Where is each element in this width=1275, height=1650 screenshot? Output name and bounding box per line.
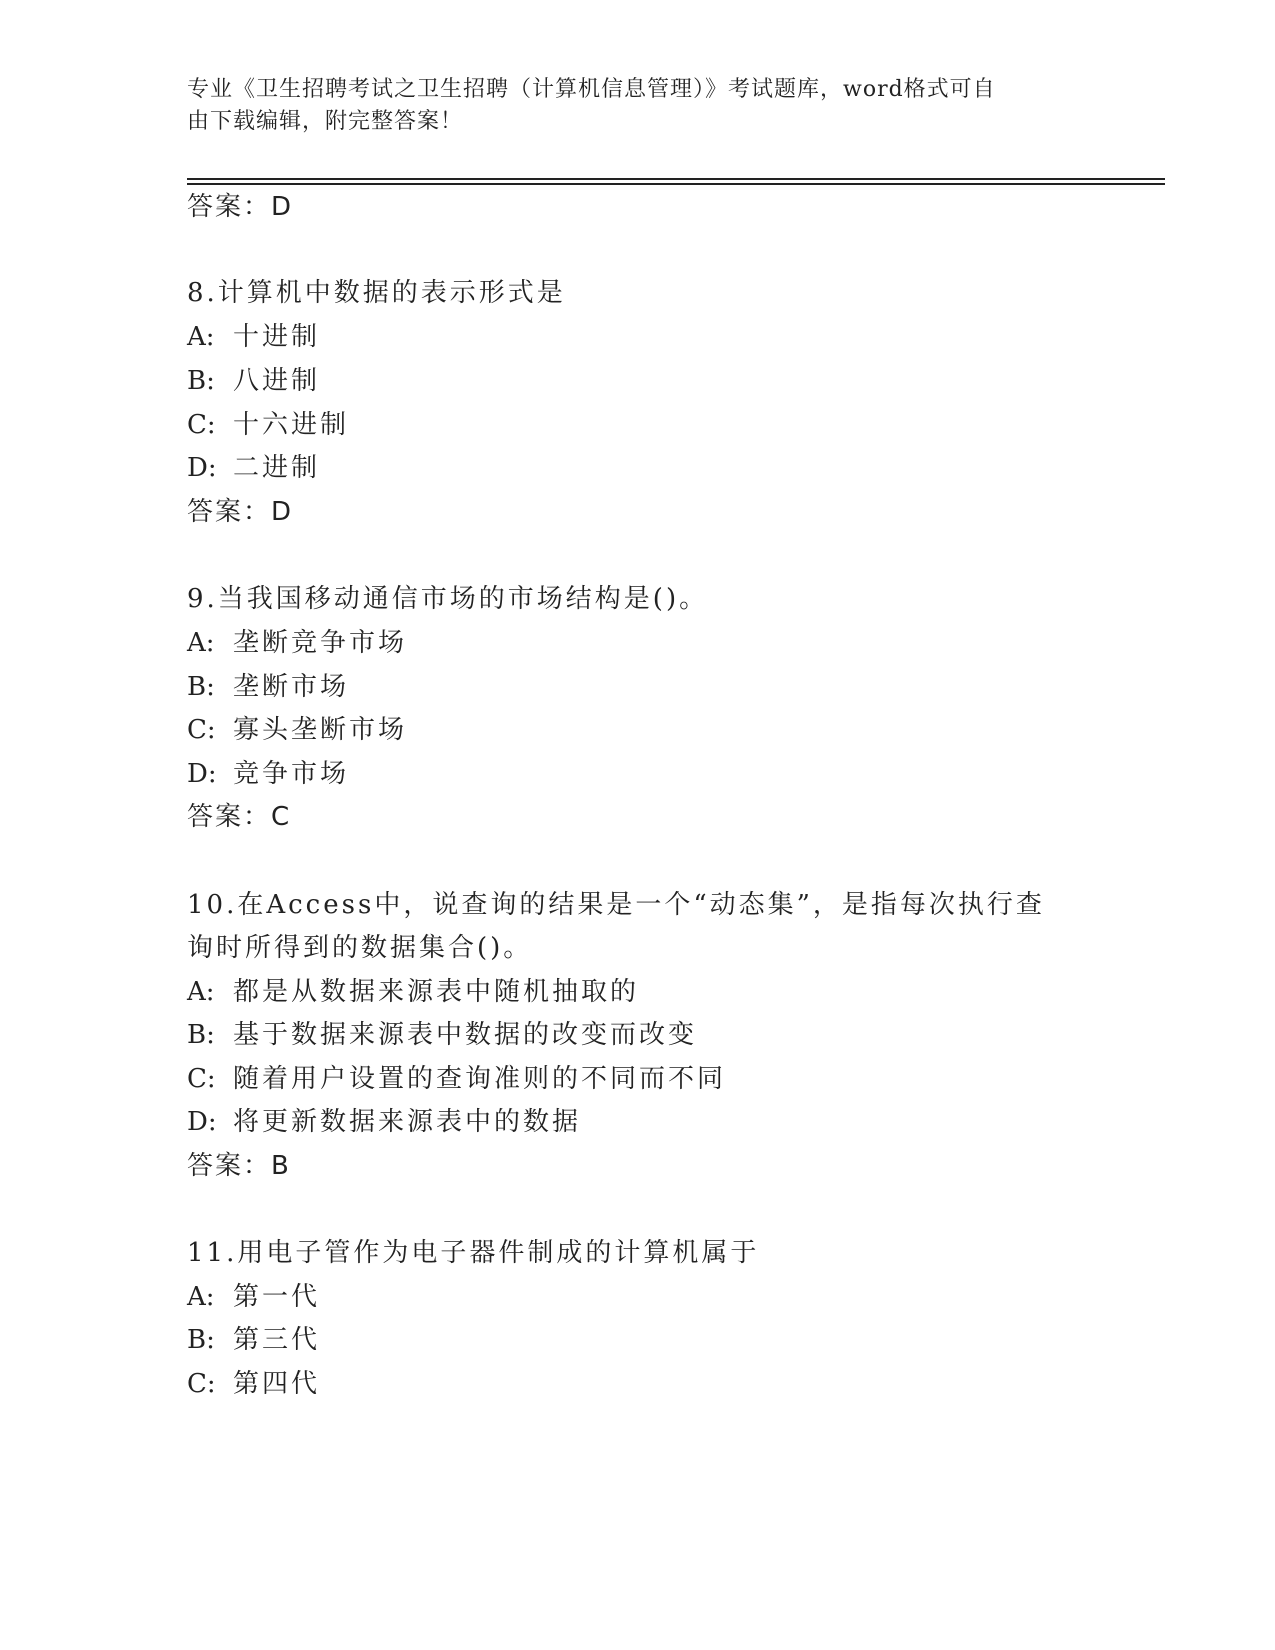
question-10-option-c xyxy=(187,1062,726,1096)
option-letter: B: xyxy=(187,366,215,396)
option-letter: A: xyxy=(187,977,215,1007)
header-line-2: 由下载编辑，附完整答案！ xyxy=(187,109,464,134)
question-8-option-b xyxy=(187,364,320,398)
question-9-option-d xyxy=(187,757,349,791)
question-11-option-c xyxy=(187,1367,320,1401)
header-line-1: 专业《卫生招聘考试之卫生招聘（计算机信息管理）》考试题库，word格式可自 xyxy=(187,77,996,102)
option-text: 寡头垄断市场 xyxy=(233,715,408,745)
question-9-option-a xyxy=(187,626,407,660)
option-text: 将更新数据来源表中的数据 xyxy=(233,1107,582,1137)
option-text: 基于数据来源表中数据的改变而改变 xyxy=(233,1020,698,1050)
option-text: 第四代 xyxy=(233,1369,321,1399)
option-letter: B: xyxy=(187,1020,215,1050)
option-letter: B: xyxy=(187,672,215,702)
option-text: 垄断市场 xyxy=(233,672,350,702)
question-11-option-a xyxy=(187,1280,320,1314)
option-letter: B: xyxy=(187,1325,215,1355)
question-9-option-b xyxy=(187,670,349,704)
option-letter: C: xyxy=(187,715,216,745)
header-rule-top xyxy=(187,178,1165,180)
question-8-option-d xyxy=(187,451,320,485)
question-10-answer: 答案：B xyxy=(187,1151,291,1181)
option-text: 二进制 xyxy=(233,453,321,483)
header-rule-bottom xyxy=(187,183,1165,185)
question-10-stem-line-2: 询时所得到的数据集合()。 xyxy=(187,933,533,963)
question-9-stem: 9.当我国移动通信市场的市场结构是()。 xyxy=(187,584,709,614)
option-text: 八进制 xyxy=(233,366,321,396)
question-8-option-a xyxy=(187,320,320,354)
previous-answer: 答案：D xyxy=(187,192,294,222)
option-letter: C: xyxy=(187,410,216,440)
option-letter: A: xyxy=(187,628,215,658)
question-9-answer: 答案：C xyxy=(187,802,292,832)
question-11-option-b xyxy=(187,1323,320,1357)
option-letter: D: xyxy=(187,759,217,789)
option-text: 十进制 xyxy=(233,322,321,352)
option-text: 随着用户设置的查询准则的不同而不同 xyxy=(233,1064,727,1094)
option-letter: A: xyxy=(187,322,215,352)
option-text: 都是从数据来源表中随机抽取的 xyxy=(233,977,640,1007)
question-9-option-c xyxy=(187,713,407,747)
option-letter: A: xyxy=(187,1282,215,1312)
option-text: 垄断竞争市场 xyxy=(233,628,408,658)
option-letter: D: xyxy=(187,453,217,483)
question-10-option-b xyxy=(187,1018,697,1052)
question-10-option-a xyxy=(187,975,639,1009)
option-letter: D: xyxy=(187,1107,217,1137)
option-text: 竞争市场 xyxy=(233,759,350,789)
question-10-stem-line-1: 10.在Access中，说查询的结果是一个“动态集”，是指每次执行查 xyxy=(187,890,1045,920)
option-text: 第三代 xyxy=(233,1325,321,1355)
option-text: 第一代 xyxy=(233,1282,321,1312)
option-letter: C: xyxy=(187,1064,216,1094)
question-10-option-d xyxy=(187,1105,581,1139)
option-text: 十六进制 xyxy=(233,410,350,440)
question-8-option-c xyxy=(187,408,349,442)
question-11-stem: 11.用电子管作为电子器件制成的计算机属于 xyxy=(187,1238,760,1268)
question-8-stem: 8.计算机中数据的表示形式是 xyxy=(187,278,566,308)
option-letter: C: xyxy=(187,1369,216,1399)
document-header xyxy=(187,74,1067,138)
question-8-answer: 答案：D xyxy=(187,497,294,527)
